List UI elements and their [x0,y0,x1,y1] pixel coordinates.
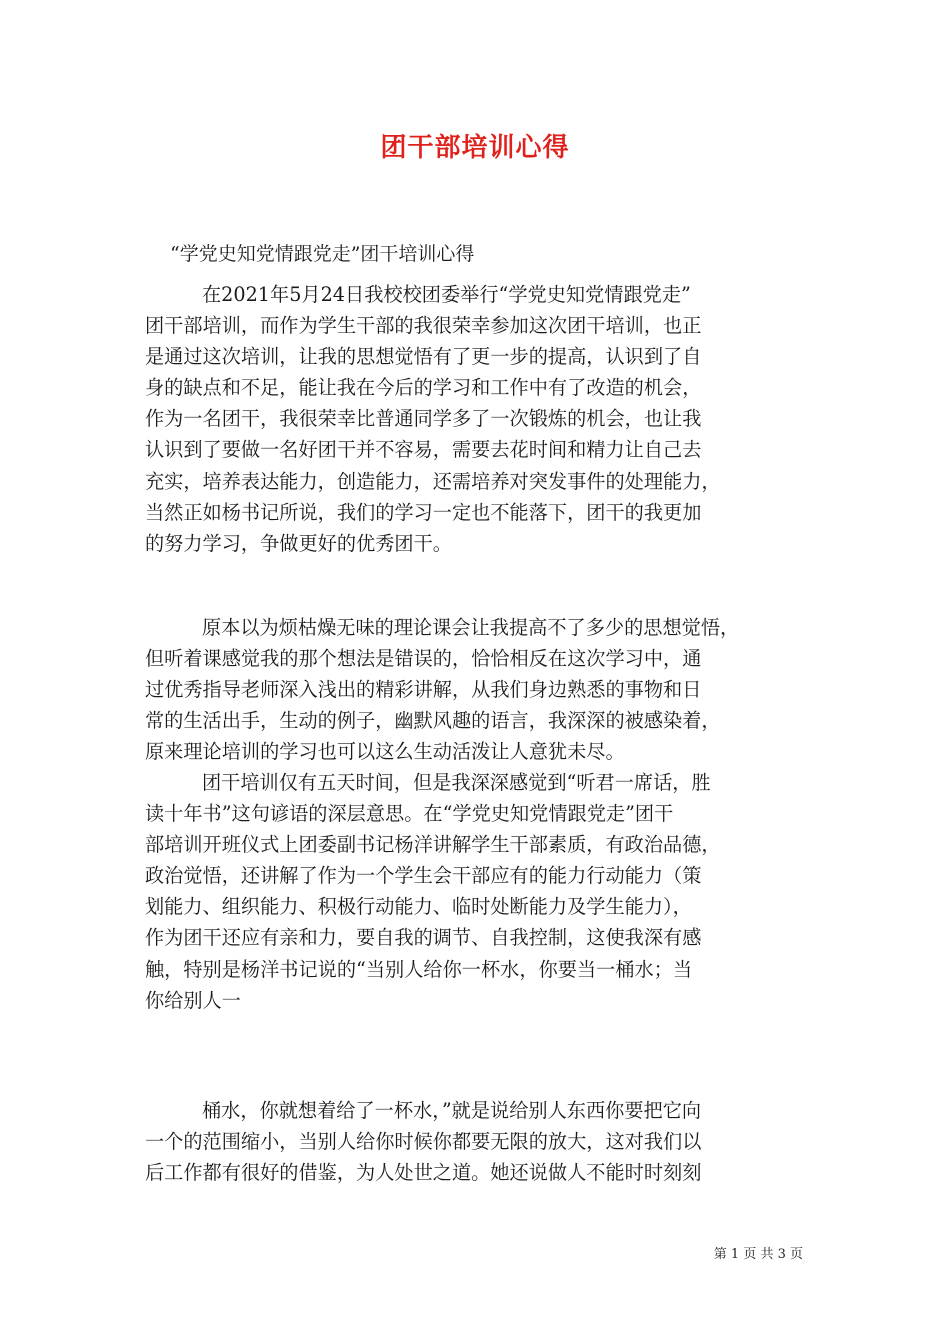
text-line: 政治觉悟，还讲解了作为一个学生会干部应有的能力行动能力（策 [145,864,702,888]
text-line: 是通过这次培训，让我的思想觉悟有了更一步的提高，认识到了自 [145,345,702,369]
text-line: 身的缺点和不足，能让我在今后的学习和工作中有了改造的机会， [145,376,702,400]
text-line: 充实，培养表达能力，创造能力，还需培养对突发事件的处理能力， [145,469,721,493]
text-line: 部培训开班仪式上团委副书记杨洋讲解学生干部素质，有政治品德， [145,833,721,857]
text-line: 原来理论培训的学习也可以这么生动活泼让人意犹未尽。 [145,740,625,764]
text-line: 在2021年5月24日我校校团委举行“学党史知党情跟党走” [202,283,691,306]
paragraph-3 [145,767,815,1016]
document-subtitle: “学党史知党情跟党走”团干培训心得 [170,243,475,265]
text-line: 当然正如杨书记所说，我们的学习一定也不能落下，团干的我更加 [145,500,702,524]
text-line: 但听着课感觉我的那个想法是错误的，恰恰相反在这次学习中，通 [145,647,702,671]
text-line: 划能力、组织能力、积极行动能力、临时处断能力及学生能力）， [145,895,692,919]
text-line: 认识到了要做一名好团干并不容易，需要去花时间和精力让自己去 [145,438,702,462]
text-line: 团干培训仅有五天时间，但是我深深感觉到“听君一席话，胜 [202,771,711,794]
paragraph-2 [145,612,815,767]
paragraph-4 [145,1095,815,1188]
text-line: 桶水，你就想着给了一杯水，”就是说给别人东西你要把它向 [202,1099,702,1122]
text-line: 后工作都有很好的借鉴，为人处世之道。她还说做人不能时时刻刻 [145,1161,702,1185]
text-line: 团干部培训，而作为学生干部的我很荣幸参加这次团干培训，也正 [145,314,702,338]
text-line: 原本以为烦枯燥无味的理论课会让我提高不了多少的思想觉悟， [202,616,740,639]
text-line: 读十年书”这句谚语的深层意思。在“学党史知党情跟党走”团干 [145,802,674,826]
text-line: 你给别人一 [145,988,241,1012]
page-title: 团干部培训心得 [380,133,570,163]
text-line: 过优秀指导老师深入浅出的精彩讲解，从我们身边熟悉的事物和日 [145,678,702,702]
text-line: 常的生活出手，生动的例子，幽默风趣的语言，我深深的被感染着， [145,709,721,733]
text-line: 一个的范围缩小，当别人给你时候你都要无限的放大，这对我们以 [145,1130,702,1154]
text-line: 作为团干还应有亲和力，要自我的调节、自我控制，这使我深有感 [145,926,702,950]
page-number: 第 1 页 共 3 页 [713,1247,803,1262]
text-line: 触，特别是杨洋书记说的“当别人给你一杯水，你要当一桶水；当 [145,957,693,981]
text-line: 的努力学习，争做更好的优秀团干。 [145,531,452,555]
paragraph-1 [145,279,815,559]
text-line: 作为一名团干，我很荣幸比普通同学多了一次锻炼的机会，也让我 [145,407,702,431]
